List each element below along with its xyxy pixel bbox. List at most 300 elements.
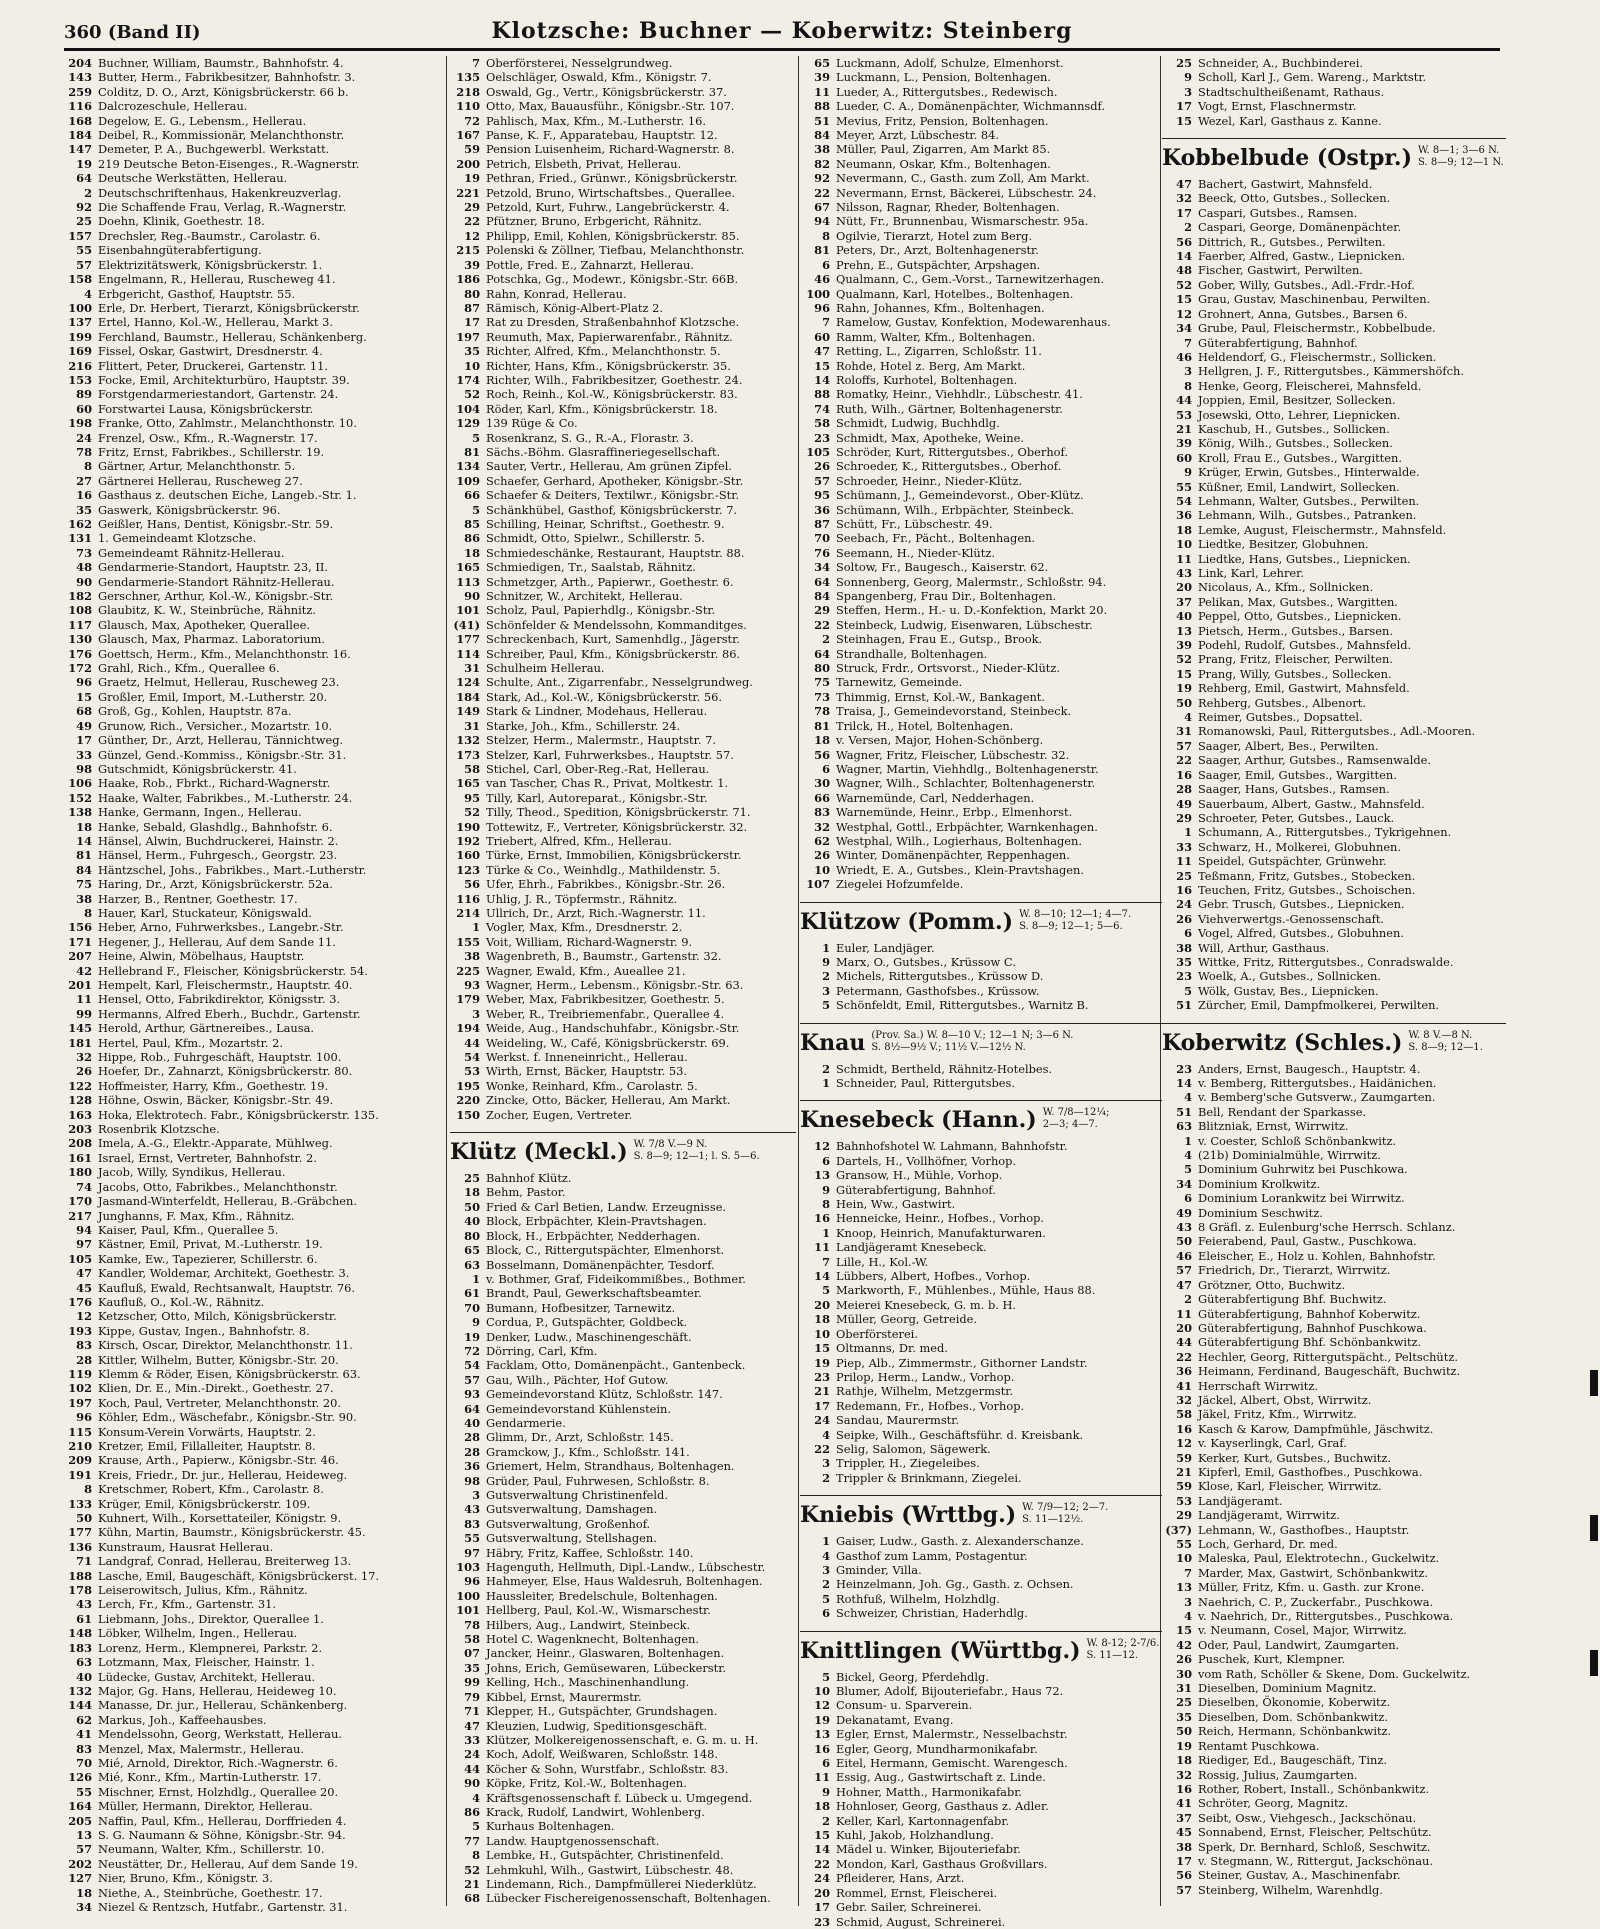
directory-entry (1162, 1580, 1506, 1594)
subscriber-text: Triebert, Alfred, Kfm., Hellerau. (486, 833, 672, 848)
directory-entry (1162, 1479, 1506, 1493)
phone-number: 107 (806, 877, 830, 892)
directory-entry (1162, 1119, 1506, 1133)
phone-number: 55 (76, 243, 92, 258)
subscriber-text: Deutschschriftenhaus, Hakenkreuzverlag. (98, 185, 342, 200)
subscriber-text: Gminder, Villa. (836, 1562, 922, 1577)
phone-number: 45 (76, 1280, 92, 1295)
subscriber-text: Colditz, D. O., Arzt, Königsbrückerstr. 66 b. (98, 84, 349, 99)
phone-number: 33 (464, 1732, 480, 1747)
subscriber-text: Schmid, August, Schreinerei. (836, 1914, 1006, 1929)
directory-entry (450, 1459, 796, 1473)
subscriber-text: Güterabfertigung, Bahnhof. (1198, 335, 1358, 350)
subscriber-text: Jäckel, Albert, Obst, Wirrwitz. (1198, 1392, 1372, 1407)
phone-number: 11 (814, 84, 830, 99)
subscriber-text: Ruth, Wilh., Gärtner, Boltenhagenerstr. (836, 401, 1063, 416)
subscriber-text: Blumer, Adolf, Bijouteriefabr., Haus 72. (836, 1684, 1064, 1698)
directory-entry (450, 1373, 796, 1387)
phone-number: 28 (464, 1430, 480, 1445)
directory-entry (800, 1842, 1162, 1856)
directory-entry (1162, 364, 1506, 378)
directory-entry (450, 661, 796, 675)
phone-number: 99 (464, 1675, 480, 1690)
subscriber-text: v. Stegmann, W., Rittergut, Jackschönau. (1198, 1853, 1433, 1868)
phone-number: 123 (456, 862, 480, 877)
phone-number: 208 (68, 1136, 92, 1151)
phone-number: 94 (76, 1222, 92, 1237)
entry-list (800, 56, 1162, 892)
phone-number: 11 (1176, 854, 1192, 869)
directory-entry (800, 1370, 1162, 1384)
phone-number: 8 (84, 905, 92, 920)
entry-list (800, 1139, 1162, 1485)
subscriber-text: Mié, Arnold, Direktor, Rich.-Wagnerstr. 6. (98, 1755, 338, 1770)
phone-number: 26 (814, 459, 830, 474)
subscriber-text: Kipferl, Emil, Gasthofbes., Puschkowa. (1198, 1464, 1423, 1479)
subscriber-text: Mendelssohn, Georg, Werkstatt, Hellerau. (98, 1727, 342, 1742)
subscriber-text: Hauer, Karl, Stuckateur, Königswald. (98, 905, 313, 920)
phone-number: 68 (76, 704, 92, 719)
directory-entry (450, 1603, 796, 1617)
phone-number: 168 (68, 113, 92, 128)
subscriber-text: Gasthaus z. deutschen Eiche, Langeb.-Str. 1. (98, 488, 357, 503)
phone-number: 56 (814, 747, 830, 762)
phone-number: 10 (1176, 537, 1192, 552)
subscriber-text: Redemann, Fr., Hofbes., Vorhop. (836, 1398, 1025, 1413)
phone-number: 93 (464, 978, 480, 992)
subscriber-text: Hellebrand F., Fleischer, Königsbrückerstr. 54. (98, 963, 368, 978)
phone-number: 174 (456, 372, 480, 387)
phone-number: 216 (68, 358, 92, 373)
subscriber-text: Dittrich, R., Gutsbes., Perwilten. (1198, 234, 1386, 249)
directory-entry (450, 1762, 796, 1776)
phone-number: 22 (814, 185, 830, 200)
subscriber-text: Wölk, Gustav, Bes., Liepnicken. (1198, 983, 1379, 998)
directory-entry (800, 243, 1162, 257)
directory-entry (450, 56, 796, 70)
directory-entry (62, 1525, 442, 1539)
entry-list (1162, 1062, 1506, 1898)
phone-number: 50 (1176, 695, 1192, 710)
phone-number: 26 (1176, 1652, 1192, 1667)
phone-number: 15 (76, 689, 92, 704)
directory-entry (1162, 1537, 1506, 1551)
directory-entry (62, 1353, 442, 1367)
directory-entry (62, 1021, 442, 1035)
phone-number: 49 (1176, 796, 1192, 811)
phone-number: 42 (1176, 1637, 1192, 1652)
directory-entry (450, 1618, 796, 1632)
directory-entry (1162, 436, 1506, 450)
directory-entry (800, 776, 1162, 790)
subscriber-text: Trilck, H., Hotel, Boltenhagen. (836, 718, 1014, 733)
directory-entry (1162, 552, 1506, 566)
subscriber-text: Forstwartei Lausa, Königsbrückerstr. (98, 401, 314, 416)
subscriber-text: Keller, Karl, Kartonnagenfabr. (836, 1813, 1010, 1828)
subscriber-text: Gutschmidt, Königsbrückerstr. 41. (98, 761, 297, 776)
phone-number: 108 (68, 603, 92, 618)
phone-number: 67 (814, 200, 830, 215)
phone-number: 81 (814, 243, 830, 258)
subscriber-text: Wriedt, E. A., Gutsbes., Klein-Pravtshagen. (836, 862, 1084, 877)
directory-entry (450, 243, 796, 257)
phone-number: 160 (456, 848, 480, 863)
subscriber-text: Klepper, H., Gutspächter, Grundshagen. (486, 1704, 718, 1719)
subscriber-text: Küßner, Emil, Landwirt, Sollecken. (1198, 479, 1400, 494)
phone-number: 65 (814, 56, 830, 70)
subscriber-text: Schumann, A., Rittergutsbes., Tykrigehnen. (1198, 825, 1452, 840)
phone-number: 96 (76, 675, 92, 690)
directory-entry (62, 344, 442, 358)
subscriber-text: Haussleiter, Bredelschule, Boltenhagen. (486, 1588, 718, 1603)
phone-number: 61 (76, 1611, 92, 1626)
directory-entry (450, 1704, 796, 1718)
subscriber-text: Rothfuß, Wilhelm, Holzhdlg. (836, 1591, 1000, 1606)
directory-entry (800, 258, 1162, 272)
page-header (64, 18, 1500, 51)
phone-number: 78 (814, 704, 830, 719)
directory-entry (1162, 998, 1506, 1012)
directory-entry (1162, 768, 1506, 782)
phone-number: 122 (68, 1078, 92, 1093)
directory-entry (62, 1828, 442, 1842)
page-edge-mark (1590, 1650, 1598, 1676)
subscriber-text: Hagenguth, Hellmuth, Dipl.-Landw., Lübschestr. (486, 1560, 766, 1575)
directory-entry (1162, 70, 1506, 84)
subscriber-text: Ogilvie, Tierarzt, Hotel zum Berg. (836, 228, 1033, 243)
directory-entry (1162, 408, 1506, 422)
directory-entry (800, 99, 1162, 113)
phone-number: 44 (1176, 1335, 1192, 1350)
page-edge-mark (1590, 1515, 1598, 1541)
phone-number: 209 (68, 1453, 92, 1468)
phone-number: 116 (68, 99, 92, 114)
subscriber-text: Goettsch, Herm., Kfm., Melanchthonstr. 16. (98, 646, 351, 661)
directory-entry (62, 1727, 442, 1741)
directory-entry (450, 1402, 796, 1416)
directory-entry (62, 1655, 442, 1669)
directory-entry (800, 998, 1162, 1012)
phone-number: 30 (1176, 1666, 1192, 1681)
subscriber-text: Steinbeck, Ludwig, Eisenwaren, Lübschestr. (836, 617, 1093, 632)
subscriber-text: Sauerbaum, Albert, Gastw., Mahnsfeld. (1198, 796, 1425, 811)
directory-entry (800, 431, 1162, 445)
directory-entry (1162, 1451, 1506, 1465)
directory-entry (450, 1445, 796, 1459)
directory-entry (450, 791, 796, 805)
directory-entry (62, 258, 442, 272)
phone-number: 12 (76, 1309, 92, 1324)
phone-number: 59 (464, 142, 480, 157)
directory-entry (1162, 1148, 1506, 1162)
subscriber-text: Pottle, Fred. E., Zahnarzt, Hellerau. (486, 257, 694, 272)
subscriber-text: Steiner, Gustav, A., Maschinenfabr. (1198, 1868, 1401, 1883)
subscriber-text: Lerch, Fr., Kfm., Gartenstr. 31. (98, 1597, 277, 1612)
directory-entry (62, 1857, 442, 1871)
directory-entry (800, 1139, 1162, 1153)
phone-number: 30 (814, 776, 830, 791)
subscriber-text: Facklam, Otto, Domänenpächt., Gantenbeck. (486, 1358, 746, 1373)
subscriber-text: Kaufluß, Ewald, Rechtsanwalt, Hauptstr. 76. (98, 1280, 355, 1295)
subscriber-text: Reimer, Gutsbes., Dopsattel. (1198, 710, 1363, 725)
directory-entry (800, 488, 1162, 502)
subscriber-text: Schaefer & Deiters, Textilwr., Königsbr.-Str. (486, 488, 740, 503)
directory-entry (1162, 724, 1506, 738)
entry-list (450, 56, 796, 1122)
phone-number: 15 (814, 358, 830, 373)
directory-entry (1162, 1292, 1506, 1306)
directory-entry (800, 603, 1162, 617)
directory-entry (1162, 1883, 1506, 1897)
phone-number: 23 (1176, 969, 1192, 984)
phone-number: 22 (464, 214, 480, 229)
gazetteer-heading-knau (800, 1023, 1162, 1056)
subscriber-text: Liebmann, Johs., Direktor, Querallee 1. (98, 1611, 324, 1626)
subscriber-text: Eleischer, E., Holz u. Kohlen, Bahnhofstr. (1198, 1248, 1436, 1263)
directory-entry (62, 1453, 442, 1467)
phone-number: 5 (472, 430, 480, 445)
phone-number: 176 (68, 646, 92, 661)
phone-number: 19 (1176, 1738, 1192, 1753)
subscriber-text: Hotel C. Wagenknecht, Boltenhagen. (486, 1632, 699, 1647)
subscriber-text: Joppien, Emil, Besitzer, Sollecken. (1198, 393, 1396, 408)
phone-number: 63 (1176, 1119, 1192, 1134)
directory-entry (62, 1511, 442, 1525)
phone-number: 35 (1176, 954, 1192, 969)
subscriber-text: Prilop, Herm., Landw., Vorhop. (836, 1369, 1015, 1384)
subscriber-text: Gaswerk, Königsbrückerstr. 96. (98, 502, 281, 517)
phone-number: 26 (1176, 911, 1192, 926)
phone-number: 32 (814, 819, 830, 834)
subscriber-text: Faerber, Alfred, Gastw., Liepnicken. (1198, 249, 1406, 264)
directory-entry (800, 1727, 1162, 1741)
subscriber-text: Schmidt, Max, Apotheke, Weine. (836, 430, 1024, 445)
directory-entry (800, 287, 1162, 301)
phone-number: 48 (76, 560, 92, 575)
directory-entry (1162, 235, 1506, 249)
phone-number: 144 (68, 1698, 92, 1713)
directory-entry (1162, 1753, 1506, 1767)
subscriber-text: Kretzer, Emil, Fillalleiter, Hauptstr. 8. (98, 1439, 316, 1453)
subscriber-text: Kräftsgenossenschaft f. Lübeck u. Umgegend. (486, 1790, 753, 1805)
subscriber-text: Naehrich, C. P., Zuckerfabr., Puschkowa. (1198, 1594, 1434, 1609)
subscriber-text: Riediger, Ed., Baugeschäft, Tinz. (1198, 1753, 1387, 1768)
subscriber-text: Schneider, Paul, Rittergutsbes. (836, 1076, 1015, 1090)
phone-number: 78 (464, 1617, 480, 1632)
subscriber-text: Pfleiderer, Hans, Arzt. (836, 1871, 965, 1886)
subscriber-text: Peters, Dr., Arzt, Boltenhagenerstr. (836, 243, 1039, 258)
directory-entry (62, 272, 442, 286)
phone-number: 129 (456, 416, 480, 431)
subscriber-text: Johns, Erich, Gemüsewaren, Lübeckerstr. (486, 1660, 727, 1675)
directory-entry (62, 287, 442, 301)
directory-entry (800, 733, 1162, 747)
directory-entry (62, 1381, 442, 1395)
directory-entry (62, 776, 442, 790)
subscriber-text: v. Coester, Schloß Schönbankwitz. (1198, 1133, 1397, 1148)
phone-number: 21 (464, 1876, 480, 1891)
phone-number: 49 (1176, 1205, 1192, 1220)
subscriber-text: Kurhaus Boltenhagen. (486, 1819, 615, 1834)
column-1 (62, 56, 442, 1914)
phone-number: 165 (456, 560, 480, 575)
phone-number: 180 (68, 1165, 92, 1180)
directory-entry (1162, 1854, 1506, 1868)
subscriber-text: Nevermann, C., Gasth. zum Zoll, Am Markt. (836, 171, 1090, 186)
directory-entry (800, 474, 1162, 488)
directory-entry (1162, 321, 1506, 335)
phone-number: 134 (456, 459, 480, 474)
directory-entry (62, 1770, 442, 1784)
subscriber-text: Eisenbahngüterabfertigung. (98, 243, 262, 258)
phone-number: 57 (1176, 738, 1192, 753)
subscriber-text: Kleuzien, Ludwig, Speditionsgeschäft. (486, 1718, 708, 1733)
subscriber-text: Schänkhübel, Gasthof, Königsbrückerstr. 7. (486, 502, 738, 517)
directory-entry (62, 748, 442, 762)
directory-entry (62, 243, 442, 257)
phone-number: 52 (464, 1862, 480, 1877)
entry-list (800, 941, 1162, 1013)
subscriber-text: Schönfeldt, Emil, Rittergutsbes., Warnitz B. (836, 998, 1089, 1013)
phone-number: 17 (1176, 1853, 1192, 1868)
subscriber-text: Rämisch, König-Albert-Platz 2. (486, 300, 663, 315)
subscriber-text: Grohnert, Anna, Gutsbes., Barsen 6. (1198, 306, 1408, 321)
directory-entry (1162, 1422, 1506, 1436)
phone-number: 31 (1176, 724, 1192, 739)
directory-entry (62, 1799, 442, 1813)
directory-entry (800, 373, 1162, 387)
subscriber-text: Gärtner, Artur, Melanchthonstr. 5. (98, 459, 296, 474)
subscriber-text: Müller, Hermann, Direktor, Hellerau. (98, 1799, 313, 1814)
directory-entry (800, 762, 1162, 776)
phone-number: 40 (1176, 609, 1192, 624)
phone-number: 55 (76, 1784, 92, 1799)
phone-number: 58 (1176, 1407, 1192, 1422)
phone-number: 178 (68, 1583, 92, 1598)
subscriber-text: Teuchen, Fritz, Gutsbes., Schoischen. (1198, 882, 1416, 897)
directory-entry (62, 229, 442, 243)
gazetteer-heading-kluetzow (800, 902, 1162, 935)
directory-entry (800, 416, 1162, 430)
subscriber-text: Kirsch, Oscar, Direktor, Melanchthonstr. 11. (98, 1338, 353, 1353)
subscriber-text: Speidel, Gutspächter, Grünwehr. (1198, 854, 1387, 869)
directory-entry (450, 214, 796, 228)
phone-number: 113 (456, 574, 480, 589)
entry-list (800, 1534, 1162, 1620)
phone-number: 124 (456, 675, 480, 690)
directory-entry (1162, 1465, 1506, 1479)
subscriber-text: Lueder, A., Rittergutsbes., Redewisch. (836, 84, 1058, 99)
directory-entry (450, 1646, 796, 1660)
phone-number: 99 (76, 1006, 92, 1021)
subscriber-text: Kittler, Wilhelm, Butter, Königsbr.-Str. 20. (98, 1352, 339, 1367)
directory-entry (62, 1237, 442, 1251)
phone-number: 25 (76, 214, 92, 229)
phone-number: (37) (1165, 1522, 1192, 1537)
directory-entry (800, 359, 1162, 373)
phone-number: 57 (814, 473, 830, 488)
phone-number: 8 (1184, 378, 1192, 393)
subscriber-text: Niethe, A., Steinbrüche, Goethestr. 17. (98, 1885, 323, 1900)
directory-entry (450, 906, 796, 920)
phone-number: 87 (464, 300, 480, 315)
phone-number: 221 (456, 185, 480, 200)
directory-entry (800, 1456, 1162, 1470)
phone-number: 163 (68, 1107, 92, 1122)
phone-number: 188 (68, 1568, 92, 1583)
directory-entry (62, 1482, 442, 1496)
subscriber-text: Israel, Ernst, Vertreter, Bahnhofstr. 2. (98, 1150, 317, 1165)
phone-number: 07 (464, 1646, 480, 1661)
subscriber-text: Hempelt, Karl, Fleischermstr., Hauptstr. 40. (98, 978, 353, 992)
subscriber-text: Gebr. Trusch, Gutsbes., Liepnicken. (1198, 897, 1405, 912)
subscriber-text: Scholz, Paul, Papierhdlg., Königsbr.-Str. (486, 603, 716, 618)
directory-entry (800, 1606, 1162, 1620)
subscriber-text: Panse, K. F., Apparatebau, Hauptstr. 12. (486, 128, 718, 143)
directory-entry (62, 1410, 442, 1424)
phone-number: 41 (76, 1727, 92, 1742)
directory-entry (1162, 739, 1506, 753)
directory-entry (1162, 1840, 1506, 1854)
subscriber-text: Griemert, Helm, Strandhaus, Boltenhagen. (486, 1459, 735, 1474)
directory-entry (62, 1223, 442, 1237)
phone-number: 19 (76, 156, 92, 171)
directory-entry (62, 99, 442, 113)
subscriber-text: Hanke, Germann, Ingen., Hellerau. (98, 805, 302, 820)
directory-entry (1162, 1321, 1506, 1335)
phone-number: 186 (456, 272, 480, 287)
phone-number: 167 (456, 128, 480, 143)
directory-entry (450, 359, 796, 373)
subscriber-text: Haake, Walter, Fabrikbes., M.-Lutherstr. 24. (98, 790, 353, 805)
subscriber-text: Türke & Co., Weinhdlg., Mathildenstr. 5. (486, 862, 721, 877)
subscriber-text: Kerker, Kurt, Gutsbes., Buchwitz. (1198, 1450, 1391, 1465)
phone-number: 98 (76, 761, 92, 776)
phone-number: 5 (822, 1283, 830, 1298)
directory-entry (800, 1563, 1162, 1577)
phone-number: 109 (456, 473, 480, 488)
subscriber-text: Bosselmann, Domänenpächter, Tesdorf. (486, 1257, 715, 1272)
directory-entry (800, 1900, 1162, 1914)
phone-number: 143 (68, 70, 92, 85)
directory-entry (450, 805, 796, 819)
phone-number: 35 (1176, 1709, 1192, 1724)
subscriber-text: 139 Rüge & Co. (486, 416, 578, 431)
subscriber-text: Hegener, J., Hellerau, Auf dem Sande 11. (98, 934, 336, 949)
directory-entry (62, 1122, 442, 1136)
directory-entry (450, 171, 796, 185)
phone-number: 158 (68, 272, 92, 287)
phone-number: 52 (464, 387, 480, 402)
phone-number: 22 (814, 617, 830, 632)
subscriber-text: Kaiser, Paul, Kfm., Querallee 5. (98, 1222, 279, 1237)
subscriber-text: Mischner, Ernst, Holzhdlg., Querallee 20. (98, 1784, 339, 1799)
subscriber-text: Tottewitz, F., Vertreter, Königsbrückerstr. 32. (486, 819, 748, 834)
directory-entry (800, 675, 1162, 689)
phone-number: 86 (464, 1804, 480, 1819)
subscriber-text: König, Wilh., Gutsbes., Sollecken. (1198, 436, 1393, 451)
phone-number: 3 (1184, 1594, 1192, 1609)
phone-number: 84 (814, 128, 830, 143)
directory-entry (800, 589, 1162, 603)
subscriber-text: Thimmig, Ernst, Kol.-W., Bankagent. (836, 689, 1046, 704)
phone-number: 18 (814, 733, 830, 748)
phone-number: 5 (822, 1669, 830, 1684)
phone-number: 133 (68, 1496, 92, 1511)
subscriber-text: Frenzel, Osw., Kfm., R.-Wagnerstr. 17. (98, 430, 318, 445)
phone-number: 217 (68, 1208, 92, 1223)
subscriber-text: Wagenbreth, B., Baumstr., Gartenstr. 32. (486, 949, 722, 964)
